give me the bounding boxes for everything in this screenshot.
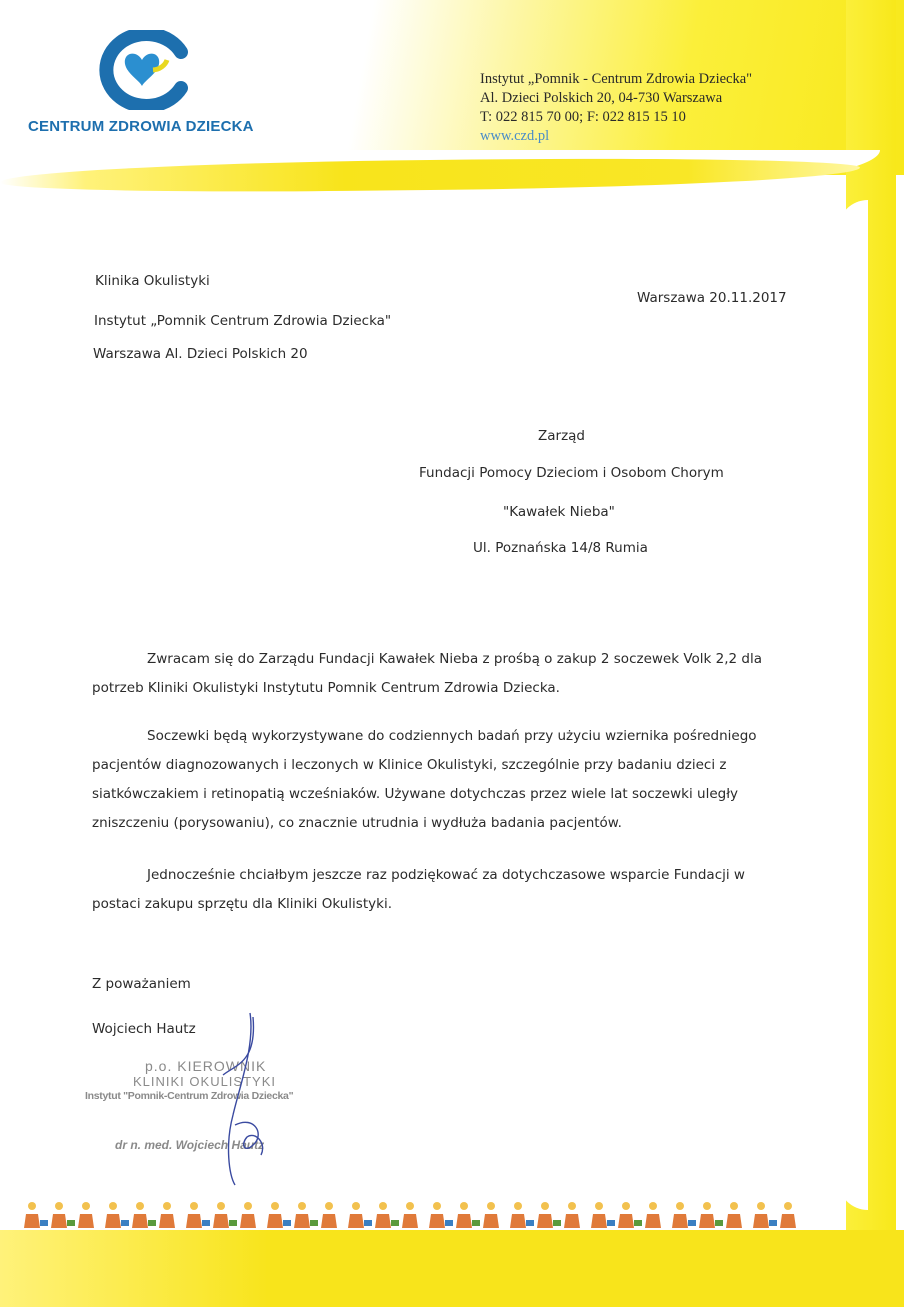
handwritten-signature: [195, 1005, 305, 1195]
recipient-line-3: "Kawałek Nieba": [503, 504, 615, 520]
children-border-icon: [20, 1200, 810, 1235]
right-border-gap: [838, 200, 868, 1210]
body-paragraph-3: Jednocześnie chciałbym jeszcze raz podziękować za dotychczasowe wsparcie Fundacji w postaci zakupu sprzętu dla Kliniki Okulistyki.: [92, 867, 745, 912]
recipient-line-2: Fundacji Pomocy Dzieciom i Osobom Chorym: [419, 465, 724, 481]
footer-band: [0, 1230, 904, 1307]
letterhead-institute: Instytut „Pomnik - Centrum Zdrowia Dziecka": [480, 71, 753, 87]
letterhead-address: [480, 70, 752, 146]
recipient-line-1: Zarząd: [538, 428, 585, 444]
logo-text: CENTRUM ZDROWIA DZIECKA: [28, 118, 254, 135]
sender-line-1: Klinika Okulistyki: [95, 273, 210, 289]
letterhead-url[interactable]: www.czd.pl: [480, 128, 550, 144]
stamp-line-2: KLINIKI OKULISTYKI: [133, 1074, 276, 1089]
letterhead-phone: T: 022 815 70 00; F: 022 815 15 10: [480, 109, 686, 125]
body-paragraph-2: Soczewki będą wykorzystywane do codziennych badań przy użyciu wziernika pośredniego pacjentów diagnozowanych i leczonych w Klinice Okulistyki, szczególnie przy badaniu dzieci z siatkówczakiem i retinopatią wcześniaków. Używane dotychczas przez wiele lat soczewki uległy zniszczeniu (porysowaniu), co znacznie utrudnia i wydłuża badania pacjentów.: [92, 728, 757, 831]
sender-line-2: Instytut „Pomnik Centrum Zdrowia Dziecka": [94, 313, 392, 329]
stamp-line-4: dr n. med. Wojciech Hautz: [115, 1138, 265, 1152]
closing-salutation: Z poważaniem: [92, 976, 191, 992]
stamp-line-1: p.o. KIEROWNIK: [145, 1058, 267, 1074]
sender-line-3: Warszawa Al. Dzieci Polskich 20: [93, 346, 308, 362]
stamp-line-3: Instytut "Pomnik-Centrum Zdrowia Dziecka": [85, 1090, 294, 1102]
recipient-line-4: Ul. Poznańska 14/8 Rumia: [473, 540, 648, 556]
czd-logo-icon: [95, 30, 190, 110]
letterhead-street: Al. Dzieci Polskich 20, 04-730 Warszawa: [480, 90, 723, 106]
signer-name: Wojciech Hautz: [92, 1021, 196, 1037]
letter-date: Warszawa 20.11.2017: [637, 290, 787, 306]
body-paragraph-1: Zwracam się do Zarządu Fundacji Kawałek Nieba z prośbą o zakup 2 soczewek Volk 2,2 dla potrzeb Kliniki Okulistyki Instytutu Pomnik Centrum Zdrowia Dziecka.: [92, 651, 762, 696]
